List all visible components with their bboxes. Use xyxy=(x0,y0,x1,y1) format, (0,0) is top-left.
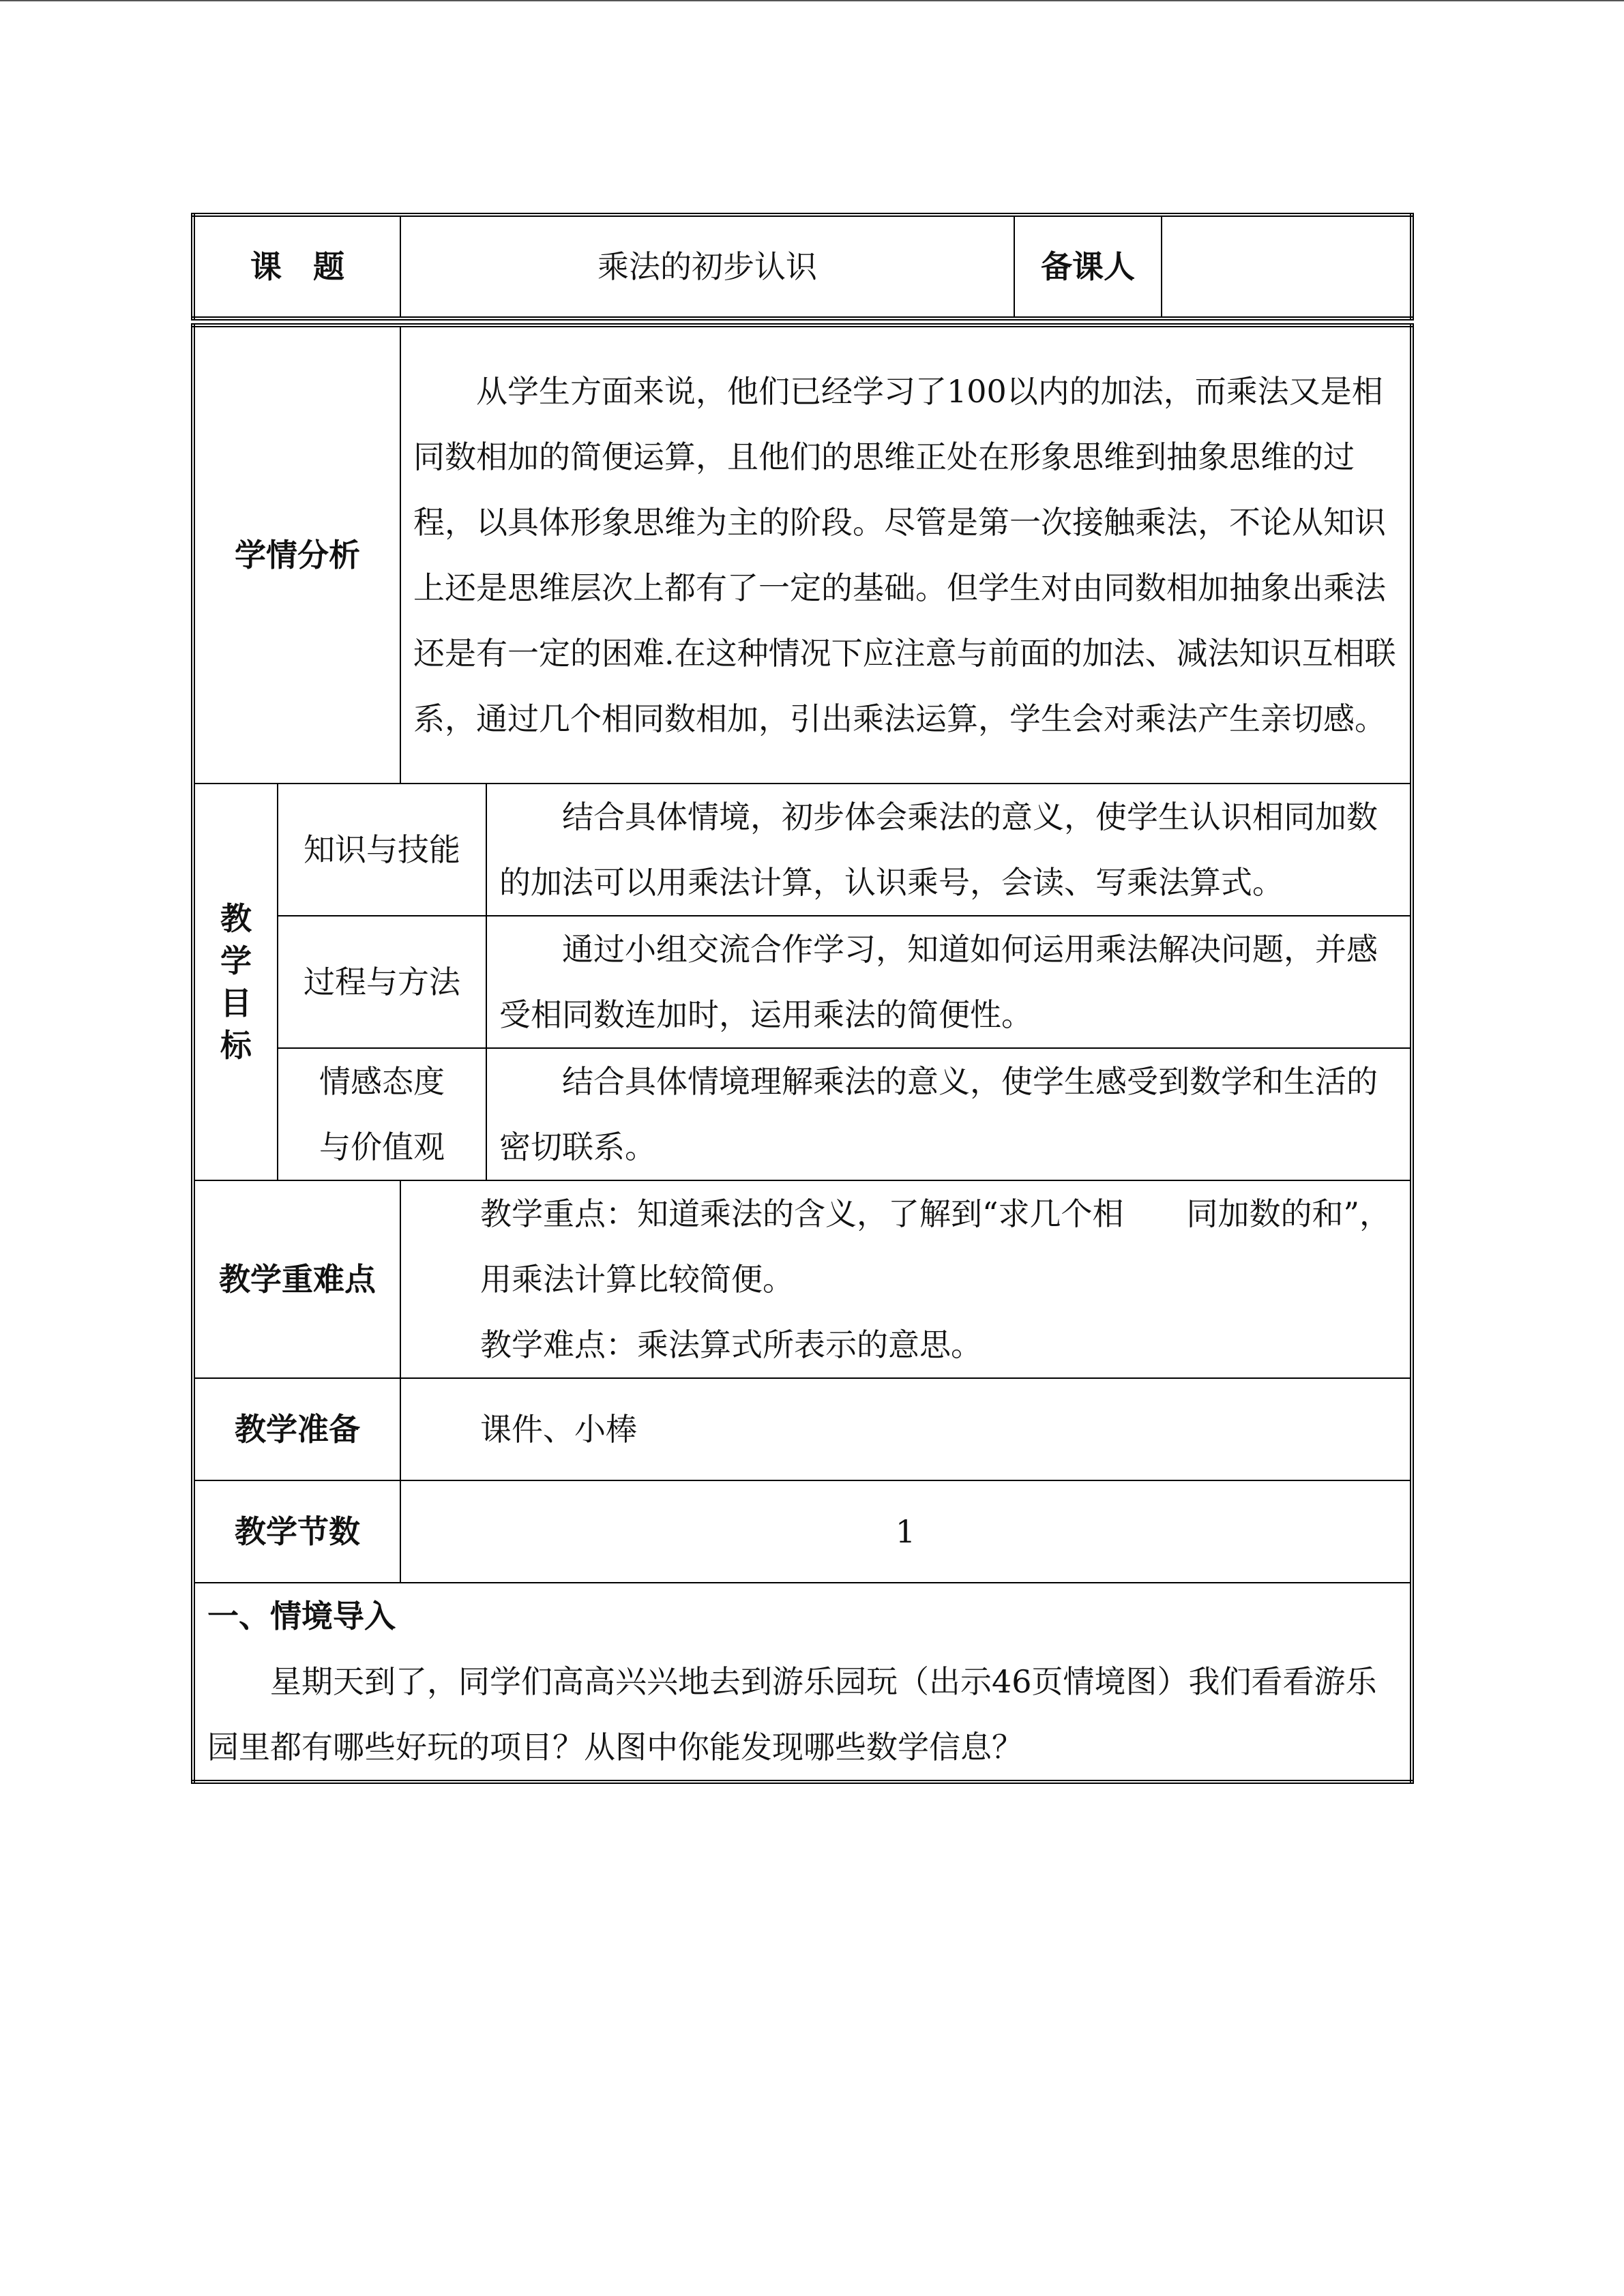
preparer-label: 备课人 xyxy=(1014,215,1162,318)
goals-label-char: 学 xyxy=(220,942,252,979)
goal-knowledge-text: 结合具体情境，初步体会乘法的意义，使学生认识相同加数的加法可以用乘法计算，认识乘号，会读、写乘法算式。 xyxy=(499,799,1378,901)
keypoints-key-text: 教学重点：知道乘法的含义，了解到“求几个相 同加数的和”，用乘法计算比较简便。 xyxy=(480,1195,1391,1298)
goals-label xyxy=(193,784,278,1180)
goals-label-char: 标 xyxy=(220,1027,252,1064)
lessons-label: 教学节数 xyxy=(193,1480,400,1583)
keypoints-difficult: 教学难点：乘法算式所表示的意思。 xyxy=(480,1326,982,1363)
goals-label-char: 教 xyxy=(220,900,252,937)
goal-attitude-text: 结合具体情境理解乘法的意义，使学生感受到数学和生活的密切联系。 xyxy=(499,1063,1378,1165)
goal-process-text: 通过小组交流合作学习，知道如何运用乘法解决问题，并感受相同数连加时，运用乘法的简便性。 xyxy=(499,931,1378,1033)
goal-attitude-cell xyxy=(486,1048,1412,1180)
goal-process-cell xyxy=(486,916,1412,1048)
section1-text: 星期天到了，同学们高高兴兴地去到游乐园玩（出示46页情境图）我们看看游乐园里都有哪些好玩的项目？从图中你能发现哪些数学信息？ xyxy=(207,1663,1377,1765)
analysis-cell xyxy=(400,325,1412,784)
goal-process-label: 过程与方法 xyxy=(278,916,486,1048)
goal-knowledge-label: 知识与技能 xyxy=(278,784,486,916)
lesson-plan-document xyxy=(191,213,1414,1784)
section1-cell xyxy=(193,1583,1412,1782)
main-table xyxy=(191,323,1414,1784)
preparer-value xyxy=(1162,215,1412,318)
lessons-value: 1 xyxy=(400,1480,1412,1583)
keypoints-key xyxy=(413,1181,1398,1312)
preparation-label: 教学准备 xyxy=(193,1378,400,1480)
header-table xyxy=(191,213,1414,320)
goal-attitude-label: 情感态度与价值观 xyxy=(278,1048,486,1180)
goals-label-char: 目 xyxy=(220,985,252,1022)
keypoints-label: 教学重难点 xyxy=(193,1180,400,1378)
analysis-text: 从学生方面来说，他们已经学习了100以内的加法，而乘法又是相同数相加的简便运算，且他们的思维正处在形象思维到抽象思维的过程，以具体形象思维为主的阶段。尽管是第一次接触乘法，不论从知识上还是思维层次上都有了一定的基础。但学生对由同数相加抽象出乘法还是有一定的困难.在这种情况下应注意与前面的加法、减法知识互相联系，通过几个相同数相加，引出乘法运算，学生会对乘法产生亲切感。 xyxy=(413,373,1396,737)
goal-knowledge-cell xyxy=(486,784,1412,916)
keypoints-cell xyxy=(400,1180,1412,1378)
analysis-label: 学情分析 xyxy=(193,325,400,784)
section1-title: 一、情境导入 xyxy=(207,1598,396,1635)
page-top-rule xyxy=(0,0,1624,1)
preparation-value: 课件、小棒 xyxy=(400,1378,1412,1480)
topic-label: 课 题 xyxy=(193,215,400,318)
topic-value: 乘法的初步认识 xyxy=(400,215,1014,318)
